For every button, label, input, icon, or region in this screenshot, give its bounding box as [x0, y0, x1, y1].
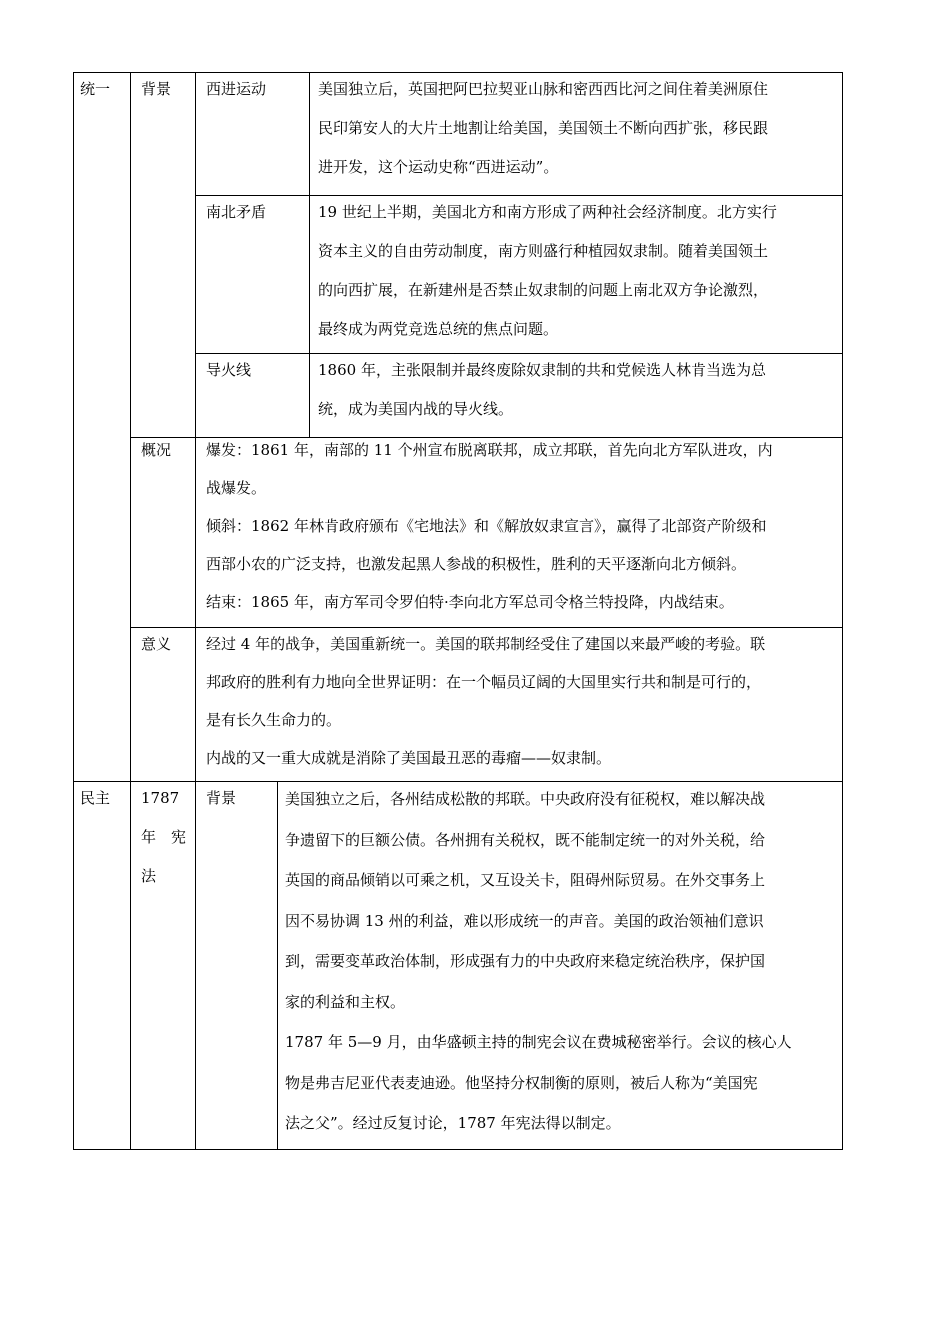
background-label: 背景 [141, 80, 172, 98]
text-line: 民印第安人的大片土地割让给美国，美国领土不断向西扩张，移民跟 [318, 119, 769, 137]
text-line: 法之父”。经过反复讨论，1787 年宪法得以制定。 [285, 1114, 621, 1132]
row-label-north-south: 南北矛盾 [206, 203, 267, 221]
col-divider-2-overview [195, 437, 196, 781]
text-line: 到，需要变革政治体制，形成强有力的中央政府来稳定统治秩序，保护国 [285, 952, 766, 970]
text-line: 结束：1865 年，南方军司令罗伯特·李向北方军总司令格兰特投降，内战结束。 [206, 593, 734, 611]
col-divider-3-democracy [277, 781, 278, 1150]
row-label-westward: 西进运动 [206, 80, 267, 98]
text-line: 1787 年 5—9 月，由华盛顿主持的制宪会议在费城秘密举行。会议的核心人 [285, 1033, 792, 1051]
col-divider-2-democracy [195, 781, 196, 1150]
text-line: 西部小农的广泛支持，也激发起黑人参战的积极性，胜利的天平逐渐向北方倾斜。 [206, 555, 747, 573]
significance-label: 意义 [141, 635, 172, 653]
col-divider-3-unify [309, 72, 310, 437]
constitution-label: 1787 年 宪 法 [141, 789, 187, 885]
text-line: 经过 4 年的战争，美国重新统一。美国的联邦制经受住了建国以来最严峻的考验。联 [206, 635, 766, 653]
col-divider-2-unify [195, 72, 196, 437]
democracy-background-content [285, 779, 840, 1144]
text-line: 是有长久生命力的。 [206, 711, 342, 729]
text-line: 战爆发。 [206, 479, 267, 497]
text-line: 争遗留下的巨额公债。各州拥有关税权，既不能制定统一的对外关税，给 [285, 830, 766, 849]
section-label-unification: 统一 [80, 80, 111, 98]
text-line: 英国的商品倾销以可乘之机，又互设关卡，阻碍州际贸易。在外交事务上 [285, 871, 766, 889]
text-line: 最终成为两党竞选总统的焦点问题。 [318, 320, 559, 338]
democracy-background-label: 背景 [206, 789, 237, 807]
row-content-north-south [318, 193, 840, 349]
col-divider-1 [130, 72, 131, 1150]
text-line: 爆发：1861 年，南部的 11 个州宣布脱离联邦，成立邦联，首先向北方军队进攻，内 [206, 441, 773, 459]
text-line: 资本主义的自由劳动制度，南方则盛行种植园奴隶制。随着美国领土 [318, 242, 769, 260]
text-line: 因不易协调 13 州的利益，难以形成统一的声音。美国的政治领袖们意识 [285, 911, 764, 930]
text-line: 19 世纪上半期，美国北方和南方形成了两种社会经济制度。北方实行 [318, 203, 777, 221]
text-line: 家的利益和主权。 [285, 992, 406, 1011]
overview-content [206, 431, 840, 621]
section-label-democracy: 民主 [80, 789, 111, 807]
text-line: 内战的又一重大成就是消除了美国最丑恶的毒瘤——奴隶制。 [206, 749, 612, 767]
text-line: 邦政府的胜利有力地向全世界证明：在一个幅员辽阔的大国里实行共和制是可行的， [206, 673, 762, 691]
text-line: 1860 年，主张限制并最终废除奴隶制的共和党候选人林肯当选为总 [318, 361, 766, 379]
row-content-fuse [318, 351, 840, 429]
text-line: 物是弗吉尼亚代表麦迪逊。他坚持分权制衡的原则，被后人称为“美国宪 [285, 1073, 758, 1092]
overview-label: 概况 [141, 441, 172, 459]
text-line: 美国独立之后，各州结成松散的邦联。中央政府没有征税权，难以解决战 [285, 790, 766, 808]
row-content-westward [318, 70, 840, 187]
significance-content [206, 625, 840, 777]
text-line: 进开发，这个运动史称“西进运动”。 [318, 158, 559, 176]
text-line: 的向西扩展，在新建州是否禁止奴隶制的问题上南北双方争论激烈， [318, 281, 769, 299]
row-label-fuse: 导火线 [206, 361, 252, 379]
text-line: 倾斜：1862 年林肯政府颁布《宅地法》和《解放奴隶宣言》，赢得了北部资产阶级和 [206, 517, 767, 535]
text-line: 统，成为美国内战的导火线。 [318, 400, 514, 418]
text-line: 美国独立后，英国把阿巴拉契亚山脉和密西西比河之间住着美洲原住 [318, 80, 769, 98]
